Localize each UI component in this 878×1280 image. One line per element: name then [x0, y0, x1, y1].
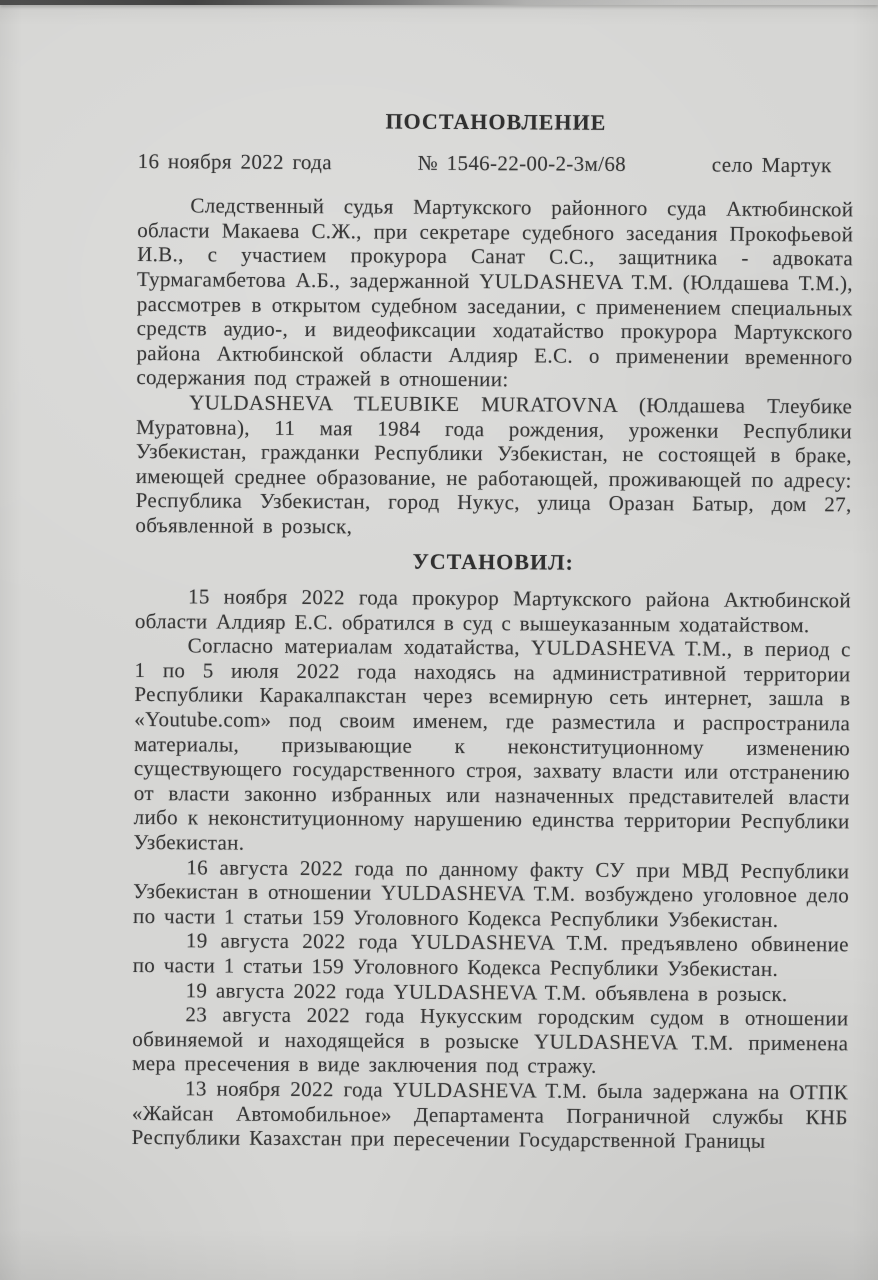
preamble-paragraph-detainee: YULDASHEVA TLEUBIKE MURATOVNA (Юлдашева Тлеубике Муратовна), 11 мая 1984 года рождения, уроженки Республики Узбекистан, гражданки Республики Узбекистан, не состоящей в браке, имеющей среднее образование, не работающей, проживающей по адресу: Республика Узбекистан, город Нукус, улица Оразан Батыр, дом 27, объявленной в розыск, [135, 390, 853, 539]
finding-paragraph-wanted: 19 августа 2022 года YULDASHEVA T.M. объявлена в розыск. [185, 977, 788, 1006]
finding-paragraph-petition: 15 ноября 2022 года прокурор Мартукского района Актюбинской области Алдияр Е.С. обратился в суд с вышеуказанным ходатайством. [134, 584, 852, 637]
document-content [132, 108, 854, 1154]
photo-top-edge-shadow [0, 0, 878, 5]
finding-paragraph-detention-measure: 23 августа 2022 года Нукусским городским судом в отношении обвиняемой и находящейся в розыске YULDASHEVA T.M. применена мера пресечения в виде заключения под стражу. [132, 1002, 849, 1079]
case-number: № 1546-22-00-2-3м/68 [417, 150, 627, 176]
section-heading-ustanovil: УСТАНОВИЛ: [412, 548, 574, 575]
finding-paragraph-arrest-border: 13 ноября 2022 года YULDASHEVA T.M. была задержана на ОТПК «Жайсан Автомобильное» Департамента Пограничной службы КНБ Республики Казахстан при пересечении Государственной Границы [131, 1076, 849, 1154]
finding-paragraph-charge: 19 августа 2022 года YULDASHEVA T.M. предъявлено обвинение по части 1 статьи 159 Уголовного Кодекса Республики Узбекистан. [132, 928, 849, 981]
document-place: село Мартук [711, 152, 832, 177]
finding-paragraph-criminal-case: 16 августа 2022 года по данному факту СУ при МВД Республики Узбекистан в отношении YULDASHEVA T.M. возбуждено уголовное дело по части 1 статьи 159 Уголовного Кодекса Республики Узбекистан. [132, 854, 850, 932]
dateline-row [138, 149, 832, 178]
preamble-paragraph-judge: Следственный судья Мартукского районного суда Актюбинской области Макаева С.Ж., при секретаре судебного заседания Прокофьевой И.В., с участием прокурора Санат С.С., защитника - адвоката Турмагамбетова А.Б., задержанной YULDASHEVA T.M. (Юлдашева Т.М.), рассмотрев в открытом судебном заседании, с применением специальных средств аудио-, и видеофиксации ходатайство прокурора Мартукского района Актюбинской области Алдияр Е.С. о применении временного содержания под стражей в отношении: [136, 193, 854, 392]
document-title: ПОСТАНОВЛЕНИЕ [385, 108, 607, 135]
finding-paragraph-allegations: Согласно материалам ходатайства, YULDASHEVA T.M., в период с 1 по 5 июля 2022 года находясь на административной территории Республики Каракалпакстан через всемирную сеть интернет, зашла в «Youtube.com» под своим именем, где разместила и распространила материалы, призывающие к неконституционному изменению существующего государственного строя, захвату власти или отстранению от власти законно избранных или назначенных представителей власти либо к неконституционному нарушению единства территории Республики Узбекистан. [133, 633, 851, 855]
document-date: 16 ноября 2022 года [137, 148, 332, 174]
